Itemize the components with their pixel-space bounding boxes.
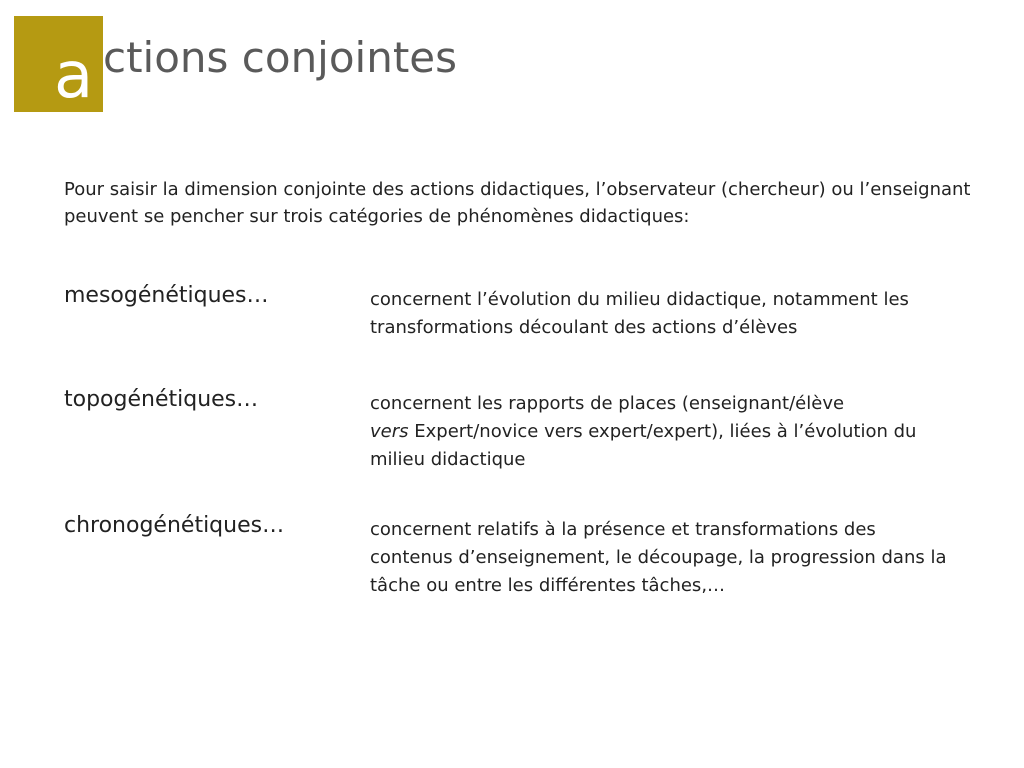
item-term: chronogénétiques… xyxy=(64,513,285,538)
item-description-part: concernent les rapports de places (enseignant/élève xyxy=(370,393,845,414)
item-description: concernent l’évolution du milieu didactique, notamment les transformations découlant des actions d’élèves xyxy=(370,289,909,338)
item-description-part: Expert/novice vers expert/expert), liées à l’évolution du milieu didactique xyxy=(370,421,917,470)
item-description: concernent relatifs à la présence et transformations des contenus d’enseignement, le découpage, la progression dans la tâche ou entre les différentes tâches,… xyxy=(370,519,947,596)
slide-title xyxy=(14,16,103,112)
title-initial-letter: a xyxy=(54,39,94,113)
item-description xyxy=(370,390,930,474)
item-description-emphasis: vers xyxy=(370,421,409,442)
title-text: ctions conjointes xyxy=(103,33,458,82)
item-term: mesogénétiques… xyxy=(64,283,269,308)
item-term: topogénétiques… xyxy=(64,387,259,412)
intro-paragraph: Pour saisir la dimension conjointe des actions didactiques, l’observateur (chercheur) ou l’enseignant peuvent se pencher sur trois catégories de phénomènes didactiques: xyxy=(64,179,971,227)
title-accent-box xyxy=(14,16,103,112)
